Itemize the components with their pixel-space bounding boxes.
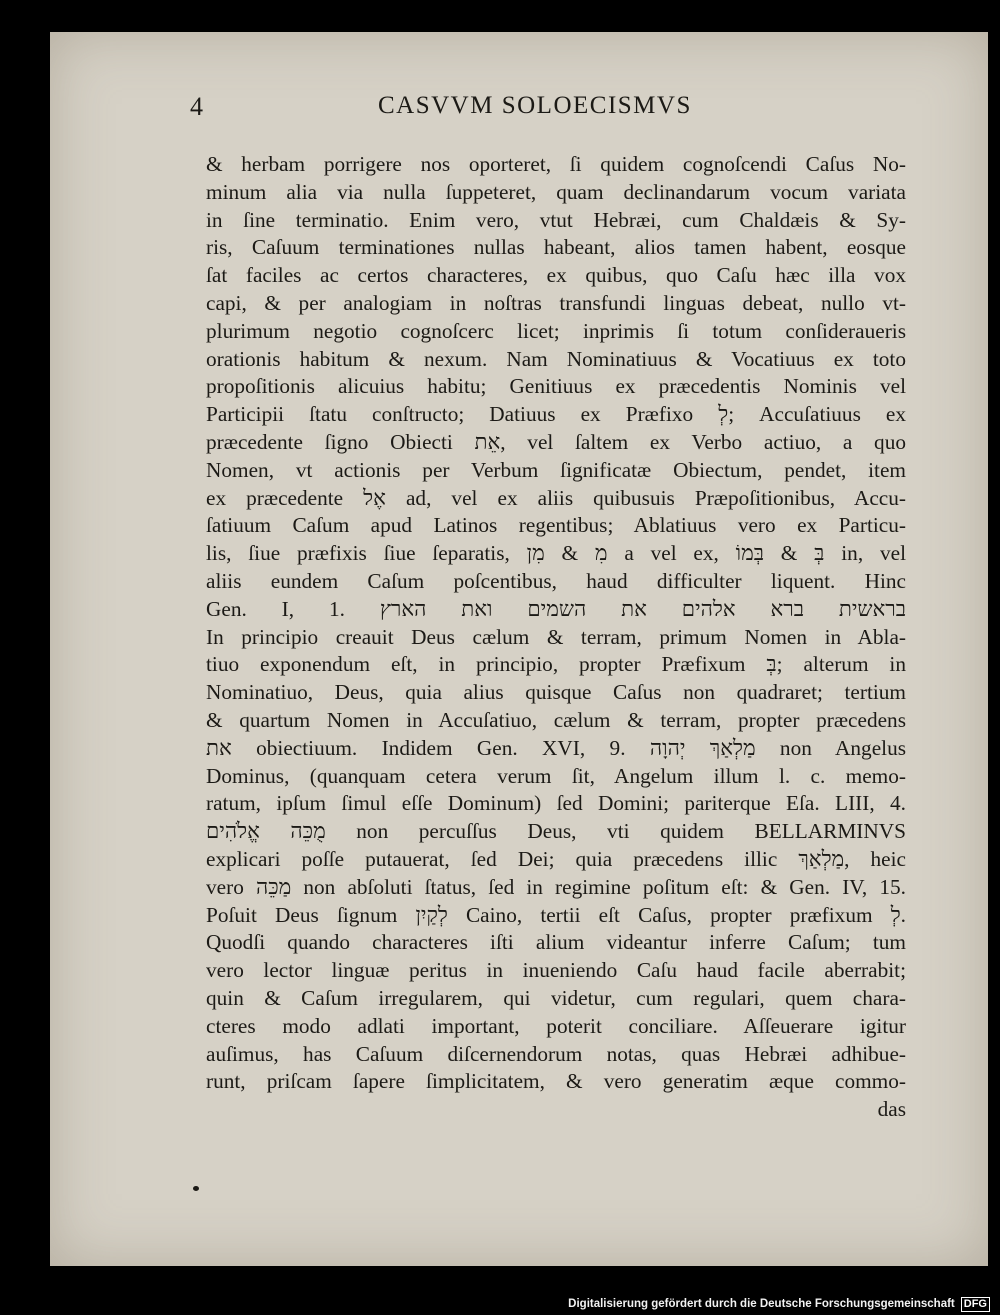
text-line: ſat faciles ac certos characteres, ex quibus, quo Caſu hæc illa vox (206, 263, 906, 288)
text-line: quin & Caſum irregularem, qui videtur, cum regulari, quem chara- (206, 985, 906, 1010)
text-line: ſatiuum Caſum apud Latinos regentibus; Ablatiuus vero ex Particu- (206, 513, 906, 538)
text-line: In principio creauit Deus cælum & terram, primum Nomen in Abla- (206, 624, 906, 649)
text-line: ratum, ipſum ſimul eſſe Dominum) ſed Domini; pariterque Eſa. LIII, 4. (206, 791, 906, 816)
body-text (206, 151, 906, 1124)
text-line: & quartum Nomen in Accuſatiuo, cælum & terram, propter præcedens (206, 707, 906, 732)
text-line: propoſitionis alicuius habitu; Genitiuus ex præcedentis Nominis vel (206, 374, 906, 399)
text-line: Poſuit Deus ſignum לְקַיִן Caino, tertii eſt Caſus, propter præfixum לְ. (206, 902, 906, 927)
text-line: vero lector linguæ peritus in inueniendo Caſu haud facile aberrabit; (206, 958, 906, 983)
text-line: Participii ſtatu conſtructo; Datiuus ex Præfixo לְ; Accuſatiuus ex (206, 402, 906, 427)
text-line: ex præcedente אֶל ad, vel ex aliis quibusuis Præpoſitionibus, Accu- (206, 485, 906, 510)
text-line: cteres modo adlati important, poterit conciliare. Aſſeuerare igitur (206, 1013, 906, 1038)
text-line: Nominatiuo, Deus, quia alius quisque Caſus non quadraret; tertium (206, 680, 906, 705)
text-line: tiuo exponendum eſt, in principio, propter Præfixum בְּ; alterum in (206, 652, 906, 677)
text-line: מֻכֵּה אֱלֹהִים non percuſſus Deus, vti quidem BELLARMINVS (206, 819, 906, 844)
page-number: 4 (190, 92, 203, 121)
text-line: Dominus, (quanquam cetera verum ſit, Angelum illum l. c. memo- (206, 763, 906, 788)
ink-speck (193, 1186, 199, 1191)
text-line: vero מַכֵּה non abſoluti ſtatus, ſed in regimine poſitum eſt: & Gen. IV, 15. (206, 874, 906, 899)
text-line: explicari poſſe putauerat, ſed Dei; quia præcedens illic מַלְאַךְ, heic (206, 846, 906, 871)
text-line: Gen. I, 1. בראשית ברא אלהים את השמים ואת הארץ (206, 596, 906, 621)
text-line: runt, priſcam ſapere ſimplicitatem, & vero generatim æque commo- (206, 1069, 906, 1094)
funding-credit: Digitalisierung gefördert durch die Deutsche Forschungsgemeinschaft (568, 1298, 955, 1310)
text-line: lis, ſiue præfixis ſiue ſeparatis, מִ & מִן a vel ex, בְּ & בְּמוֹ in, vel (206, 541, 906, 566)
text-line: ris, Caſuum terminationes nullas habeant, alios tamen habent, eosque (206, 235, 906, 260)
text-line: aliis eundem Caſum poſcentibus, haud difficulter liquent. Hinc (206, 568, 906, 593)
text-line: & herbam porrigere nos oporteret, ſi quidem cognoſcendi Caſus No- (206, 152, 906, 176)
text-line: in ſine terminatio. Enim vero, vtut Hebræi, cum Chaldæis & Sy- (206, 207, 906, 232)
footer-bar (0, 1293, 1000, 1315)
dfg-logo: DFG (961, 1297, 990, 1312)
text-line: Quodſi quando characteres iſti alium videantur inferre Caſum; tum (206, 930, 906, 955)
text-line: præcedente ſigno Obiecti אֵת, vel ſaltem ex Verbo actiuo, a quo (206, 429, 906, 454)
text-line: Nomen, vt actionis per Verbum ſignificatæ Obiectum, pendet, item (206, 457, 906, 482)
text-line: capi, & per analogiam in noſtras transfundi linguas debeat, nullo vt- (206, 290, 906, 315)
page-header (190, 92, 990, 132)
running-title: CASVVM SOLOECISMVS (378, 92, 692, 119)
text-line: auſimus, has Caſuum diſcernendorum notas, quas Hebræi adhibue- (206, 1041, 906, 1066)
text-line: plurimum negotio cognoſcerc licet; inprimis ſi totum conſideraueris (206, 318, 906, 343)
text-line: orationis habitum & nexum. Nam Nominatiuus & Vocatiuus ex toto (206, 346, 906, 371)
text-line: את obiectiuum. Indidem Gen. XVI, 9. מַלְאַךְ יְהוָה non Angelus (206, 735, 906, 760)
text-line: minum alia via nulla ſuppeteret, quam declinandarum vocum variata (206, 179, 906, 204)
catchword: das (877, 1097, 906, 1122)
